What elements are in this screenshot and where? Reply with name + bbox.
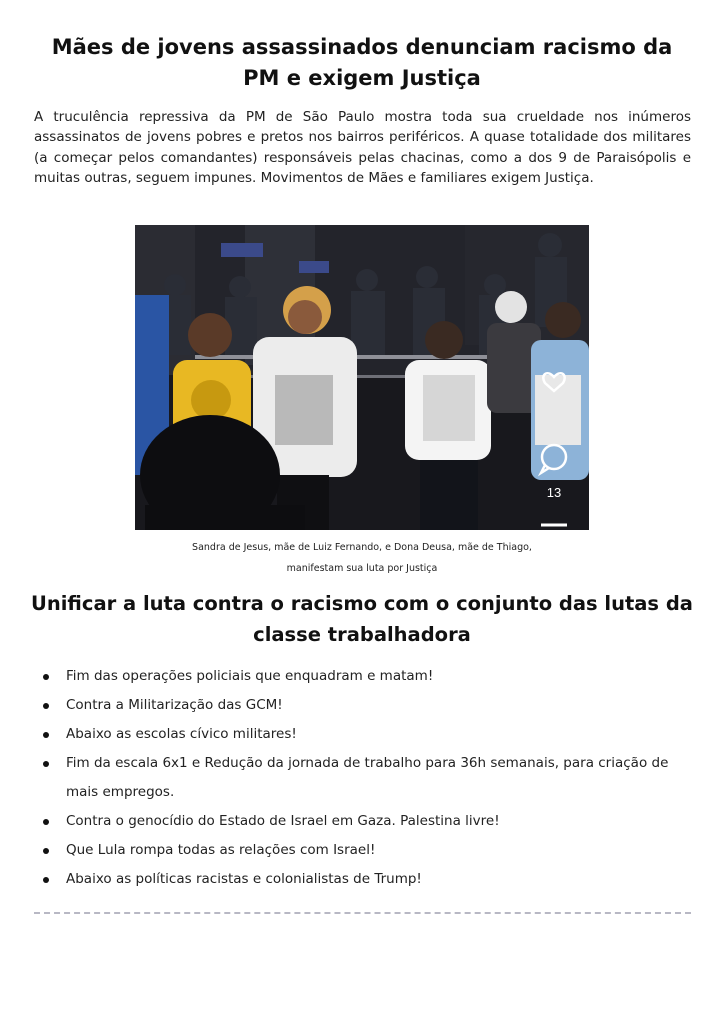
- bullet-icon: [43, 674, 49, 680]
- list-item: [40, 865, 692, 894]
- article-title: Mães de jovens assassinados denunciam racismo da PM e exigem Justiça: [51, 35, 673, 90]
- list-item-text: Fim da escala 6x1 e Redução da jornada de trabalho para 36h semanais, para criação de mais empregos.: [66, 755, 669, 800]
- list-item: [40, 662, 692, 691]
- list-item-text: Contra a Militarização das GCM!: [66, 697, 283, 713]
- bullet-icon: [43, 732, 49, 738]
- list-item-text: Contra o genocídio do Estado de Israel em Gaza. Palestina livre!: [66, 813, 500, 829]
- like-count: 13: [546, 485, 562, 500]
- photo-caption-line1: Sandra de Jesus, mãe de Luiz Fernando, e Dona Deusa, mãe de Thiago,: [192, 542, 532, 553]
- dashed-divider: [34, 912, 691, 914]
- list-item-text: Fim das operações policiais que enquadram e matam!: [66, 668, 434, 684]
- bullet-icon: [43, 703, 49, 709]
- photo-caption-line2: manifestam sua luta por Justiça: [286, 563, 438, 574]
- bullet-icon: [43, 848, 49, 854]
- bullet-icon: [43, 761, 49, 767]
- demands-list: [40, 662, 692, 894]
- list-item-text: Que Lula rompa todas as relações com Israel!: [66, 842, 376, 858]
- list-item: [40, 720, 692, 749]
- list-item-text: Abaixo as políticas racistas e colonialistas de Trump!: [66, 871, 422, 887]
- bullet-icon: [43, 877, 49, 883]
- list-item: [40, 691, 692, 720]
- list-item: [40, 807, 692, 836]
- list-item: [40, 836, 692, 865]
- article-intro: A truculência repressiva da PM de São Paulo mostra toda sua crueldade nos inúmeros assassinatos de jovens pobres e pretos nos bairros periféricos. A quase totalidade dos militares (a começar pelos comandantes) responsáveis pelas chacinas, como a dos 9 de Paraisópolis e muitas outras, seguem impunes. Movimentos de Mães e familiares exigem Justiça.: [34, 109, 691, 186]
- bullet-icon: [43, 819, 49, 825]
- section-title: Unificar a luta contra o racismo com o conjunto das lutas da classe trabalhadora: [31, 592, 693, 646]
- list-item: [40, 749, 692, 807]
- protest-photo: [135, 225, 589, 530]
- list-item-text: Abaixo as escolas cívico militares!: [66, 726, 297, 742]
